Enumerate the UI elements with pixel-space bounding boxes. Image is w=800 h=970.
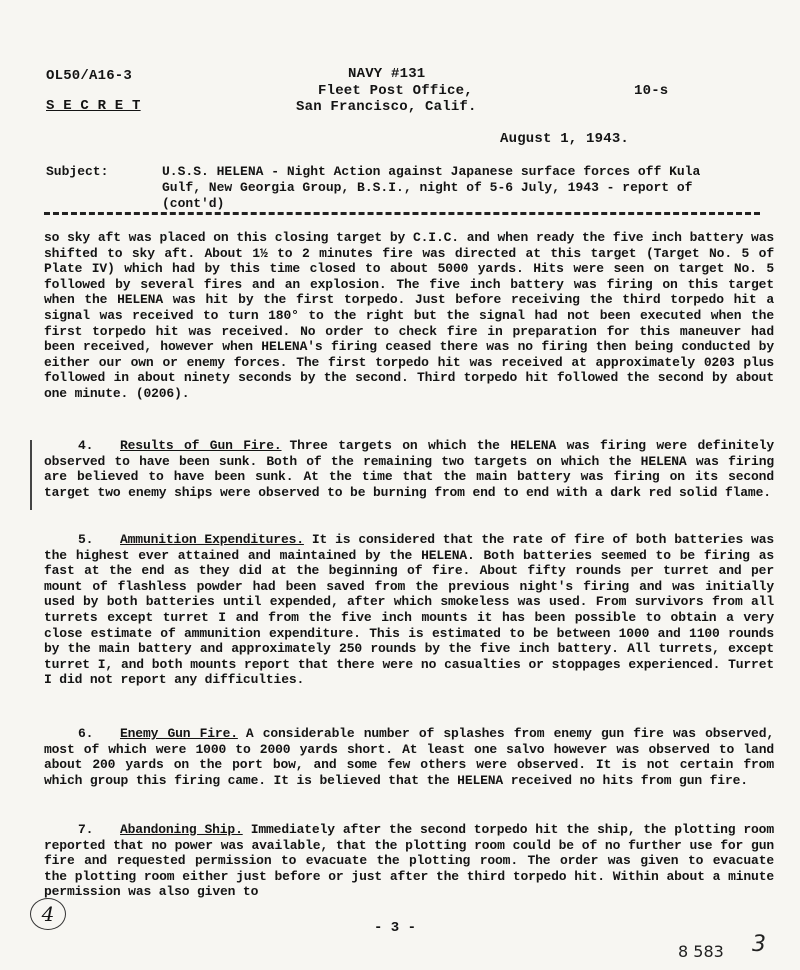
document-date: August 1, 1943.	[500, 131, 630, 147]
archive-stamp-digit: 3	[752, 932, 766, 957]
page-number: - 3 -	[374, 920, 417, 936]
paragraph-5-heading: Ammunition Expenditures.	[120, 532, 304, 547]
paragraph-5	[44, 532, 774, 688]
paragraph-4-number: 4.	[78, 438, 94, 453]
paragraph-7-number: 7.	[78, 822, 94, 837]
paragraph-6	[44, 726, 774, 788]
classification-mark: S E C R E T	[46, 98, 141, 114]
origin-line-1: NAVY #131	[348, 66, 426, 82]
margin-mark	[30, 440, 32, 510]
paragraph-continued: so sky aft was placed on this closing target by C.I.C. and when ready the five inch battery was shifted to sky aft. About 1½ to 2 minutes fire was directed at this target (Target No. 5 of Plate IV) which had by this time closed to about 5000 yards. Hits were seen on target No. 5 followed by several fires and an explosion. The five inch battery was firing on this target when the HELENA was hit by the first torpedo. Just before receiving the third torpedo hit a signal was received to turn 180° to the right but the signal had not been executed when the first torpedo hit was received. No order to check fire in preparation for this maneuver had been received, however when HELENA's firing ceased there was no firing then being conducted by either our own or enemy forces. The first torpedo hit was received at approximately 0203 plus followed in about ninety seconds by the second. Third torpedo hit followed the second by about one minute. (0206).	[44, 230, 774, 401]
paragraph-6-number: 6.	[78, 726, 94, 741]
subject-text: U.S.S. HELENA - Night Action against Japanese surface forces off Kula Gulf, New Georgia Group, B.S.I., night of 5-6 July, 1943 - report of (cont'd)	[162, 164, 701, 211]
paragraph-6-text: A considerable number of splashes from enemy gun fire was observed, most of which were 1000 to 2000 yards short. At least one salvo however was observed to land about 200 yards on the port bow, and some few others were observed. It is not certain from which group this firing came. It is believed that the HELENA received no hits from gun fire.	[44, 726, 774, 788]
paragraph-4-text: Three targets on which the HELENA was firing were definitely observed to have been sunk. Both of the remaining two targets on which the HELENA was firing are believed to have been sunk. At the time that the main battery was firing on its second target two enemy ships were observed to be burning from end to end with a dark red solid flame.	[44, 438, 774, 500]
origin-line-3: San Francisco, Calif.	[296, 99, 477, 115]
paragraph-7-text: Immediately after the second torpedo hit the ship, the plotting room reported that no power was available, that the plotting room could be of no further use for gun fire and requested permission to evacuate the plotting room. The order was given to evacuate the plotting room either just before or just after the third torpedo hit. Within about a minute permission was also given to	[44, 822, 774, 900]
paragraph-5-text: It is considered that the rate of fire of both batteries was the highest ever attained and maintained by the HELENA. Both batteries seemed to be firing as fast at the end as they did at the beginning of fire. About fifty rounds per turret and per mount of flashless powder had been saved from the previous night's firing and was initially used by both batteries until expended, after which smokeless was used. From survivors from all turrets except turret I and from the five inch mounts it has been possible to obtain a very close estimate of ammunition expenditure. This is estimated to be between 1000 and 1100 rounds by the main battery and approximately 250 rounds by the five inch battery. All turrets, except turret I, and both mounts report that there were no casualties or stoppages experienced. Turret I did not report any difficulties.	[44, 532, 774, 688]
subject-label: Subject:	[46, 164, 109, 179]
paragraph-4	[44, 438, 774, 500]
reference-code: 10-s	[634, 83, 669, 99]
paragraph-6-heading: Enemy Gun Fire.	[120, 726, 238, 741]
archive-stamp: 8 583	[678, 942, 724, 961]
origin-line-2: Fleet Post Office,	[318, 83, 473, 99]
paragraph-5-number: 5.	[78, 532, 94, 547]
circled-page-mark: 4	[30, 898, 66, 930]
paragraph-7	[44, 822, 774, 900]
paragraph-7-heading: Abandoning Ship.	[120, 822, 243, 837]
dashed-divider	[44, 212, 760, 215]
file-code: OL50/A16-3	[46, 68, 133, 84]
paragraph-4-heading: Results of Gun Fire.	[120, 438, 282, 453]
